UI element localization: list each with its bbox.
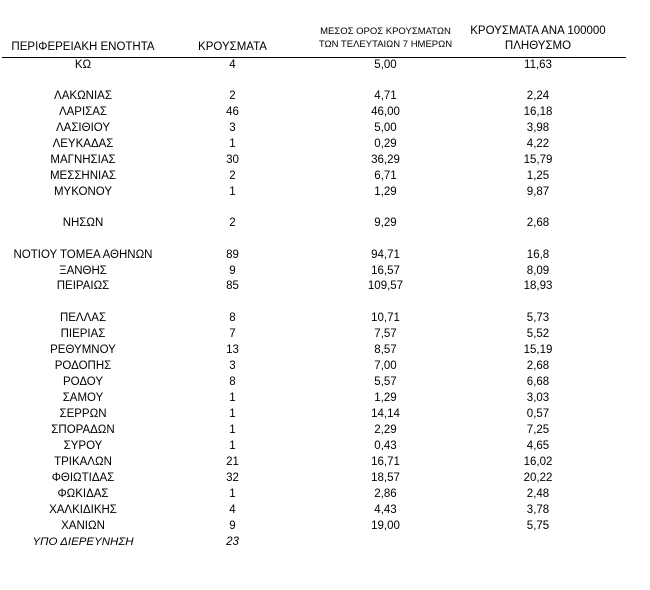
row-cases: 1 xyxy=(229,440,236,452)
row-per-100k: 15,19 xyxy=(523,344,553,356)
header-per-line2: ΠΛΗΘΥΣΜΟ xyxy=(504,40,572,52)
row-per-100k: 6,68 xyxy=(526,376,550,388)
row-avg: 109,57 xyxy=(367,280,404,292)
row-avg: 14,14 xyxy=(371,408,400,420)
row-per-100k: 16,18 xyxy=(523,106,553,118)
row-per-100k: 16,8 xyxy=(526,249,550,261)
row-avg: 0,43 xyxy=(374,440,397,452)
row-per-100k: 8,09 xyxy=(526,265,550,277)
row-region: ΣΕΡΡΩΝ xyxy=(59,408,107,420)
row-avg: 0,29 xyxy=(374,138,397,150)
row-region: ΡΟΔΟΠΗΣ xyxy=(54,360,112,372)
row-avg: 5,57 xyxy=(374,376,397,388)
row-avg: 94,71 xyxy=(371,249,400,261)
row-avg: 5,00 xyxy=(374,59,397,71)
row-region: ΦΘΙΩΤΙΔΑΣ xyxy=(51,472,115,484)
table-row xyxy=(0,406,650,422)
row-region: ΣΑΜΟΥ xyxy=(62,392,104,404)
row-region: ΥΠΟ ΔΙΕΡΕΥΝΗΣΗ xyxy=(32,536,134,548)
row-per-100k: 2,68 xyxy=(526,217,550,229)
row-per-100k: 9,87 xyxy=(526,186,550,198)
row-avg: 16,71 xyxy=(371,456,400,468)
row-per-100k: 2,68 xyxy=(526,360,550,372)
row-cases: 4 xyxy=(229,504,236,516)
row-per-100k: 15,79 xyxy=(523,154,553,166)
row-region: ΧΑΛΚΙΔΙΚΗΣ xyxy=(49,504,117,516)
header-per-100k xyxy=(462,24,614,54)
table-row xyxy=(0,502,650,518)
table-row xyxy=(0,215,650,231)
row-cases: 9 xyxy=(229,520,236,532)
row-per-100k: 5,52 xyxy=(526,328,550,340)
table-row xyxy=(0,263,650,279)
row-region: ΜΕΣΣΗΝΙΑΣ xyxy=(49,170,117,182)
row-region: ΛΑΚΩΝΙΑΣ xyxy=(54,90,112,102)
table-row xyxy=(0,152,650,168)
row-per-100k: 5,75 xyxy=(526,520,550,532)
row-per-100k: 1,25 xyxy=(526,170,550,182)
row-avg: 18,57 xyxy=(371,472,400,484)
table-row xyxy=(0,358,650,374)
header-avg-line2: ΤΩΝ ΤΕΛΕΥΤΑΙΩΝ 7 ΗΜΕΡΩΝ xyxy=(318,39,453,50)
table-row xyxy=(0,120,650,136)
table-row xyxy=(0,518,650,534)
row-region: ΜΑΓΝΗΣΙΑΣ xyxy=(50,154,116,166)
row-cases: 89 xyxy=(226,249,239,261)
header-region: ΠΕΡΙΦΕΡΕΙΑΚΗ ΕΝΟΤΗΤΑ xyxy=(11,41,155,53)
row-avg: 8,57 xyxy=(374,344,397,356)
row-avg: 7,00 xyxy=(374,360,397,372)
table-row xyxy=(0,104,650,120)
row-avg: 4,43 xyxy=(374,504,397,516)
row-per-100k: 7,25 xyxy=(526,424,550,436)
row-region: ΧΑΝΙΩΝ xyxy=(61,520,105,532)
row-cases: 30 xyxy=(226,154,239,166)
row-avg: 1,29 xyxy=(374,392,397,404)
row-region: ΣΠΟΡΑΔΩΝ xyxy=(51,424,115,436)
row-region: ΠΕΛΛΑΣ xyxy=(59,312,107,324)
table-row xyxy=(0,486,650,502)
row-cases: 8 xyxy=(229,376,236,388)
row-region: ΦΩΚΙΔΑΣ xyxy=(57,488,109,500)
row-cases: 3 xyxy=(229,122,236,134)
table-row xyxy=(0,278,650,294)
row-cases: 2 xyxy=(229,170,236,182)
header-avg-line1: ΜΕΣΟΣ ΟΡΟΣ ΚΡΟΥΣΜΑΤΩΝ xyxy=(320,26,451,37)
row-region: ΠΕΙΡΑΙΩΣ xyxy=(56,280,110,292)
row-per-100k: 4,22 xyxy=(526,138,550,150)
table-row xyxy=(0,57,650,73)
row-per-100k: 20,22 xyxy=(523,472,553,484)
row-cases: 1 xyxy=(229,424,236,436)
row-cases: 2 xyxy=(229,217,236,229)
table-row xyxy=(0,470,650,486)
row-per-100k: 16,02 xyxy=(523,456,553,468)
row-per-100k: 3,98 xyxy=(526,122,550,134)
table-row xyxy=(0,168,650,184)
table-row xyxy=(0,390,650,406)
row-per-100k: 4,65 xyxy=(526,440,550,452)
row-cases: 1 xyxy=(229,488,236,500)
row-region: ΤΡΙΚΑΛΩΝ xyxy=(54,456,112,468)
row-avg: 2,86 xyxy=(374,488,397,500)
row-avg: 46,00 xyxy=(371,106,400,118)
header-seven-day-average xyxy=(298,25,473,51)
table-row xyxy=(0,326,650,342)
row-region: ΚΩ xyxy=(74,59,92,71)
table-row xyxy=(0,88,650,104)
row-avg: 9,29 xyxy=(374,217,397,229)
row-per-100k: 2,24 xyxy=(526,90,550,102)
row-avg: 2,29 xyxy=(374,424,397,436)
row-avg: 5,00 xyxy=(374,122,397,134)
row-region: ΞΑΝΘΗΣ xyxy=(59,265,107,277)
row-region: ΛΕΥΚΑΔΑΣ xyxy=(52,138,114,150)
row-per-100k: 3,78 xyxy=(526,504,550,516)
row-cases: 2 xyxy=(229,90,236,102)
row-region: ΣΥΡΟΥ xyxy=(63,440,103,452)
row-region: ΡΟΔΟΥ xyxy=(62,376,104,388)
row-avg: 36,29 xyxy=(371,154,400,166)
table-row xyxy=(0,438,650,454)
row-cases: 4 xyxy=(229,59,236,71)
row-cases: 21 xyxy=(226,456,239,468)
row-region: ΜΥΚΟΝΟΥ xyxy=(53,186,113,198)
row-region: ΝΟΤΙΟΥ ΤΟΜΕΑ ΑΘΗΝΩΝ xyxy=(13,249,153,261)
table-row xyxy=(0,422,650,438)
table-row xyxy=(0,136,650,152)
row-cases: 1 xyxy=(229,186,236,198)
row-cases: 23 xyxy=(226,536,239,548)
row-cases: 3 xyxy=(229,360,236,372)
row-avg: 16,57 xyxy=(371,265,400,277)
table-row xyxy=(0,454,650,470)
row-avg: 1,29 xyxy=(374,186,397,198)
row-region: ΝΗΣΩΝ xyxy=(62,217,104,229)
row-per-100k: 18,93 xyxy=(523,280,553,292)
row-avg: 19,00 xyxy=(371,520,400,532)
row-cases: 46 xyxy=(226,106,239,118)
row-region: ΛΑΡΙΣΑΣ xyxy=(58,106,108,118)
row-cases: 1 xyxy=(229,392,236,404)
row-per-100k: 2,48 xyxy=(526,488,550,500)
row-region: ΡΕΘΥΜΝΟΥ xyxy=(50,344,116,356)
row-cases: 7 xyxy=(229,328,236,340)
row-avg: 10,71 xyxy=(371,312,400,324)
row-cases: 1 xyxy=(229,138,236,150)
row-avg: 6,71 xyxy=(374,170,397,182)
table-row xyxy=(0,184,650,200)
table-row xyxy=(0,374,650,390)
header-per-line1: ΚΡΟΥΣΜΑΤΑ ΑΝΑ 100000 xyxy=(470,25,606,37)
row-cases: 8 xyxy=(229,312,236,324)
row-cases: 9 xyxy=(229,265,236,277)
table-row xyxy=(0,247,650,263)
table-row xyxy=(0,534,650,550)
row-cases: 85 xyxy=(226,280,239,292)
row-per-100k: 0,57 xyxy=(526,408,550,420)
row-per-100k: 11,63 xyxy=(524,59,552,71)
row-per-100k: 3,03 xyxy=(526,392,550,404)
header-cases: ΚΡΟΥΣΜΑΤΑ xyxy=(198,41,267,53)
row-cases: 1 xyxy=(229,408,236,420)
row-region: ΠΙΕΡΙΑΣ xyxy=(60,328,106,340)
row-cases: 13 xyxy=(226,344,239,356)
table-row xyxy=(0,310,650,326)
row-avg: 4,71 xyxy=(374,90,397,102)
table-row xyxy=(0,342,650,358)
row-cases: 32 xyxy=(226,472,239,484)
row-avg: 7,57 xyxy=(374,328,397,340)
row-per-100k: 5,73 xyxy=(526,312,550,324)
row-region: ΛΑΣΙΘΙΟΥ xyxy=(55,122,111,134)
